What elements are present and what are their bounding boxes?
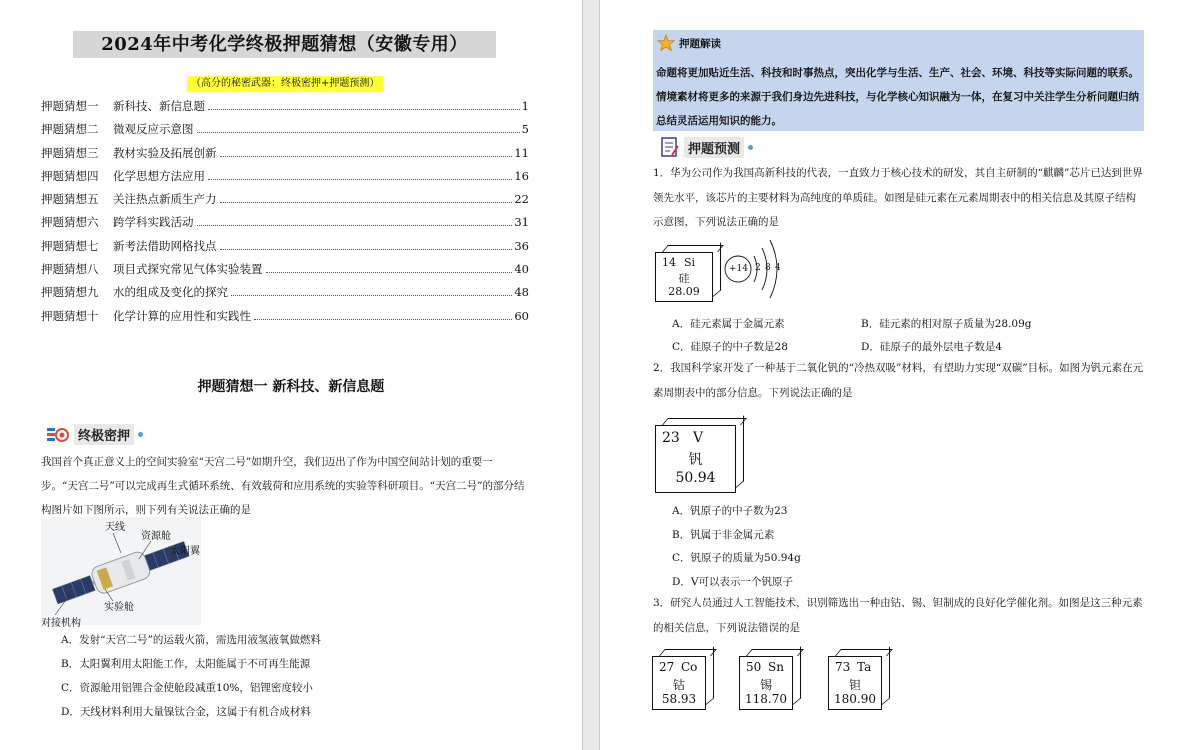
analysis-text: 命题将更加贴近生活、科技和时事热点，突出化学与生活、生产、社会、环境、科技等实际问题的联系。情境素材将更多的来源于我们身边先进科技，与化学核心知识融为一体，在复习中关注学生分析问题归纳总结灵活运用知识的能力。 xyxy=(656,67,1139,127)
toc-leader xyxy=(266,272,513,273)
question-2-text: 2．我国科学家开发了一种基于二氧化钒的“冷热双吸”材料，有望助力实现“双碳”目标。如图为钒元素在元素周期表中的部分信息。下列说法正确的是 xyxy=(653,362,1144,399)
badge-label: 押题预测 xyxy=(684,137,744,158)
option-c[interactable]: C．资源舱用铝锂合金使舱段减重10%，铝锂密度较小 xyxy=(61,682,313,694)
atomic-number: 73 xyxy=(835,660,851,674)
toc-label: 押题猜想三 xyxy=(41,145,99,160)
element-symbol: V xyxy=(693,430,704,446)
label-docking: 对接机构 xyxy=(41,618,81,629)
option-d[interactable]: D．V可以表示一个钒原子 xyxy=(672,576,794,588)
final-prediction-badge xyxy=(46,424,143,445)
element-card-vanadium xyxy=(655,425,736,493)
toc-page: 60 xyxy=(514,308,529,323)
toc-entry[interactable] xyxy=(41,145,529,168)
toc-page: 48 xyxy=(514,285,529,300)
toc-topic: 微观反应示意图 xyxy=(113,122,194,137)
atomic-mass: 50.94 xyxy=(675,470,716,486)
element-name: 硅 xyxy=(678,272,690,285)
element-symbol: Si xyxy=(684,256,696,269)
toc-label: 押题猜想八 xyxy=(41,262,99,277)
document-title: 2024年中考化学终极押题猜想（安徽专用） xyxy=(73,31,496,58)
toc-label: 押题猜想五 xyxy=(41,192,99,207)
toc-entry[interactable] xyxy=(41,214,529,237)
toc-topic: 关注热点新质生产力 xyxy=(113,192,217,207)
atomic-number: 27 xyxy=(659,660,675,674)
toc-topic: 新科技、新信息题 xyxy=(113,99,205,113)
toc-page: 1 xyxy=(521,99,529,113)
toc-leader xyxy=(220,156,513,157)
toc-leader xyxy=(220,202,513,203)
nucleus-charge: +14 xyxy=(729,264,748,274)
option-d[interactable]: D．天线材料利用大量镍钛合金，这属于有机合成材料 xyxy=(61,706,311,718)
analysis-title: 押题解读 xyxy=(679,37,721,50)
toc-topic: 化学思想方法应用 xyxy=(113,168,205,183)
toc-label: 押题猜想二 xyxy=(41,122,99,137)
toc-label: 押题猜想四 xyxy=(41,168,99,183)
question-stem: 我国首个真正意义上的空间实验室“天宫二号”如期升空，我们迈出了作为中国空间站计划的重要一步。“天宫二号”可以完成再生式循环系统、有效载荷和应用系统的实验等科研项目。“天宫二号”的部分结构图片如下图所示，则下列有关说法正确的是 xyxy=(41,456,525,516)
option-b[interactable]: B．钒属于非金属元素 xyxy=(672,529,775,541)
option-c[interactable]: C．硅原子的中子数是28 xyxy=(672,341,788,353)
question-1-text: 1．华为公司作为我国高新科技的代表，一直致力于核心技术的研发，其自主研制的“麒麟”芯片已达到世界领先水平，该芯片的主要材料为高纯度的单质硅。如图是硅元素在元素周期表中的相关信息及其原子结构示意图，下列说法正确的是 xyxy=(653,167,1143,228)
toc-topic: 项目式探究常见气体实验装置 xyxy=(113,262,263,277)
element-symbol: Sn xyxy=(768,660,784,674)
element-card-tantalum xyxy=(828,656,882,710)
toc-leader xyxy=(208,109,520,110)
label-lab-module: 实验舱 xyxy=(104,602,134,613)
toc-leader xyxy=(208,179,512,180)
section-title: 押题猜想一 新科技、新信息题 xyxy=(197,379,385,395)
document-subtitle: （高分的秘密武器：终极密押+押题预测） xyxy=(187,76,383,92)
atomic-number: 23 xyxy=(662,430,680,446)
option-b[interactable]: B．太阳翼利用太阳能工作，太阳能属于不可再生能源 xyxy=(61,658,311,670)
toc-label: 押题猜想一 xyxy=(41,99,99,113)
table-of-contents xyxy=(41,98,529,331)
toc-topic: 水的组成及变化的探究 xyxy=(113,285,228,300)
option-b[interactable]: B．硅元素的相对原子质量为28.09g xyxy=(861,318,1032,330)
toc-page: 36 xyxy=(514,238,529,253)
atomic-number: 50 xyxy=(746,660,762,674)
page-right xyxy=(600,0,1202,750)
atomic-number: 14 xyxy=(662,256,676,269)
electron-shell-2: 8 xyxy=(765,263,771,273)
atomic-mass: 58.93 xyxy=(661,692,697,706)
electron-shell-3: 4 xyxy=(775,263,781,273)
toc-page: 5 xyxy=(521,122,529,137)
toc-leader xyxy=(254,319,512,320)
element-card-cobalt xyxy=(652,656,706,710)
option-a[interactable]: A．发射“天宫二号”的运载火箭，需选用液氢液氧做燃料 xyxy=(61,634,321,646)
label-resource-module: 资源舱 xyxy=(141,531,171,542)
notepad-icon xyxy=(660,136,680,158)
page-left xyxy=(0,0,582,750)
toc-entry[interactable] xyxy=(41,121,529,144)
toc-entry[interactable] xyxy=(41,308,529,331)
toc-topic: 教材实验及拓展创新 xyxy=(113,145,217,160)
toc-label: 押题猜想六 xyxy=(41,215,99,230)
toc-page: 31 xyxy=(514,215,529,230)
toc-label: 押题猜想七 xyxy=(41,238,99,253)
toc-leader xyxy=(231,295,512,296)
toc-entry[interactable] xyxy=(41,191,529,214)
element-symbol: Co xyxy=(681,660,698,674)
toc-topic: 跨学科实践活动 xyxy=(113,215,194,230)
toc-entry[interactable] xyxy=(41,98,529,121)
toc-page: 40 xyxy=(514,262,529,277)
toc-entry[interactable] xyxy=(41,261,529,284)
element-name: 钴 xyxy=(672,678,685,692)
label-solar-wing: 太阳翼 xyxy=(170,546,200,557)
toc-page: 16 xyxy=(514,168,529,183)
element-name: 钽 xyxy=(848,678,861,692)
option-a[interactable]: A．硅元素属于金属元素 xyxy=(672,318,785,330)
prediction-badge xyxy=(660,136,753,158)
element-name: 钒 xyxy=(688,452,703,468)
toc-page: 11 xyxy=(514,145,529,160)
toc-entry[interactable] xyxy=(41,238,529,261)
target-icon xyxy=(46,426,70,444)
toc-page: 22 xyxy=(514,192,529,207)
element-name: 锡 xyxy=(759,678,772,692)
element-card-silicon xyxy=(655,252,713,302)
star-icon xyxy=(657,34,675,52)
toc-topic: 新考法借助网格找点 xyxy=(113,238,217,253)
atomic-mass: 118.70 xyxy=(745,692,787,706)
electron-shell-1: 2 xyxy=(755,263,761,273)
toc-label: 押题猜想九 xyxy=(41,285,99,300)
element-symbol: Ta xyxy=(857,660,872,674)
element-card-tin xyxy=(739,656,793,710)
question-3-text: 3．研究人员通过人工智能技术，识别筛选出一种由钴、锡、钽制成的良好化学催化剂。如图是这三种元素的相关信息，下列说法错误的是 xyxy=(653,597,1143,634)
atomic-mass: 180.90 xyxy=(834,692,876,706)
toc-entry[interactable] xyxy=(41,168,529,191)
toc-topic: 化学计算的应用性和实践性 xyxy=(113,308,251,323)
badge-label: 终极密押 xyxy=(74,424,134,445)
atomic-mass: 28.09 xyxy=(668,285,700,298)
toc-leader xyxy=(220,249,513,250)
option-c[interactable]: C．钒原子的质量为50.94g xyxy=(672,552,801,564)
analysis-header xyxy=(657,34,721,52)
label-antenna: 天线 xyxy=(105,522,125,533)
option-a[interactable]: A．钒原子的中子数为23 xyxy=(672,505,788,517)
option-d[interactable]: D．硅原子的最外层电子数是4 xyxy=(861,341,1003,353)
badge-dot xyxy=(138,432,143,437)
badge-dot xyxy=(748,145,753,150)
page-gutter xyxy=(582,0,600,750)
toc-entry[interactable] xyxy=(41,284,529,307)
toc-label: 押题猜想十 xyxy=(41,308,99,323)
toc-leader xyxy=(197,225,513,226)
analysis-box xyxy=(653,30,1144,131)
toc-leader xyxy=(197,132,520,133)
